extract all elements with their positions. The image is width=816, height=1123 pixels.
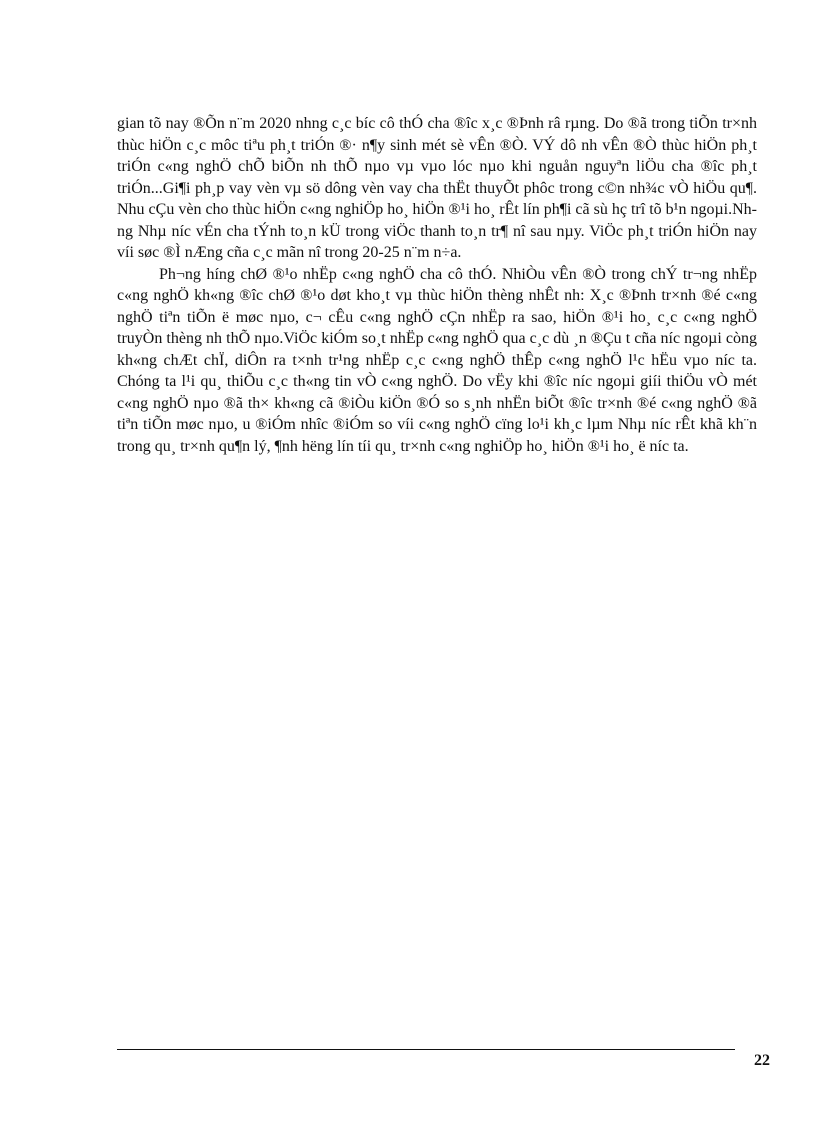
body-text <box>117 113 757 457</box>
paragraph-1: gian tõ nay ®Õn n¨m 2020 nhng c¸c bíc cô thÓ cha ®îc x¸c ®Þnh râ rµng. Do ®ã trong tiÕn tr×nh thùc hiÖn c¸c môc tiªu ph¸t triÓn ®· n¶y sinh mét sè vÊn ®Ò. VÝ dô nh vÊn ®Ò thùc hiÖn ph¸t triÓn c«ng nghÖ chÕ biÕn nh thÕ nµo vµ vµo lóc nµo khi nguån nguyªn liÖu cha ®îc ph¸t triÓn...Gi¶i ph¸p vay vèn vµ sö dông vèn vay cha thËt thuyÕt phôc trong c©n nh¾c vÒ hiÖu qu¶. Nhu cÇu vèn cho thùc hiÖn c«ng nghiÖp ho¸ hiÖn ®¹i ho¸ rÊt lín ph¶i cã sù hç trî tõ b¹n ngoµi.Nhng Nhµ níc vÉn cha tÝnh to¸n kÜ trong viÖc thanh to¸n tr¶ nî sau nµy. ViÖc ph¸t triÓn hiÖn nay víi søc ®Ì nÆng cña c¸c mãn nî trong 20-25 n¨m n÷a. <box>117 115 757 261</box>
footer-rule <box>117 1049 735 1050</box>
page-number: 22 <box>754 1052 770 1069</box>
paragraph-2: Ph¬ng híng chØ ®¹o nhËp c«ng nghÖ cha cô thÓ. NhiÒu vÊn ®Ò trong chÝ tr¬ng nhËp c«ng nghÖ kh«ng ®îc chØ ®¹o døt kho¸t vµ thùc hiÖn thèng nhÊt nh: X¸c ®Þnh tr×nh ®é c«ng nghÖ tiªn tiÕn ë møc nµo, c¬ cÊu c«ng nghÖ cÇn nhËp ra sao, hiÖn ®¹i ho¸ c¸c c«ng nghÖ truyÒn thèng nh thÕ nµo.ViÖc kiÓm so¸t nhËp c«ng nghÖ qua c¸c dù ¸n ®Çu t cña níc ngoµi còng kh«ng chÆt chÏ, diÔn ra t×nh tr¹ng nhËp c¸c c«ng nghÖ thÊp c«ng nghÖ l¹c hËu vµo níc ta. Chóng ta l¹i qu¸ thiÕu c¸c th«ng tin vÒ c«ng nghÖ. Do vËy khi ®îc níc ngoµi giíi thiÖu vÒ mét c«ng nghÖ nµo ®ã th× kh«ng cã ®iÒu kiÖn ®Ó so s¸nh nhËn biÕt ®îc tr×nh ®é c«ng nghÖ ®ã tiªn tiÕn møc nµo, u ®iÓm nhîc ®iÓm so víi c«ng nghÖ cïng lo¹i kh¸c lµm Nhµ níc rÊt khã kh¨n trong qu¸ tr×nh qu¶n lý, ¶nh hëng lín tíi qu¸ tr×nh c«ng nghiÖp ho¸ hiÖn ®¹i ho¸ ë níc ta. <box>117 265 757 455</box>
